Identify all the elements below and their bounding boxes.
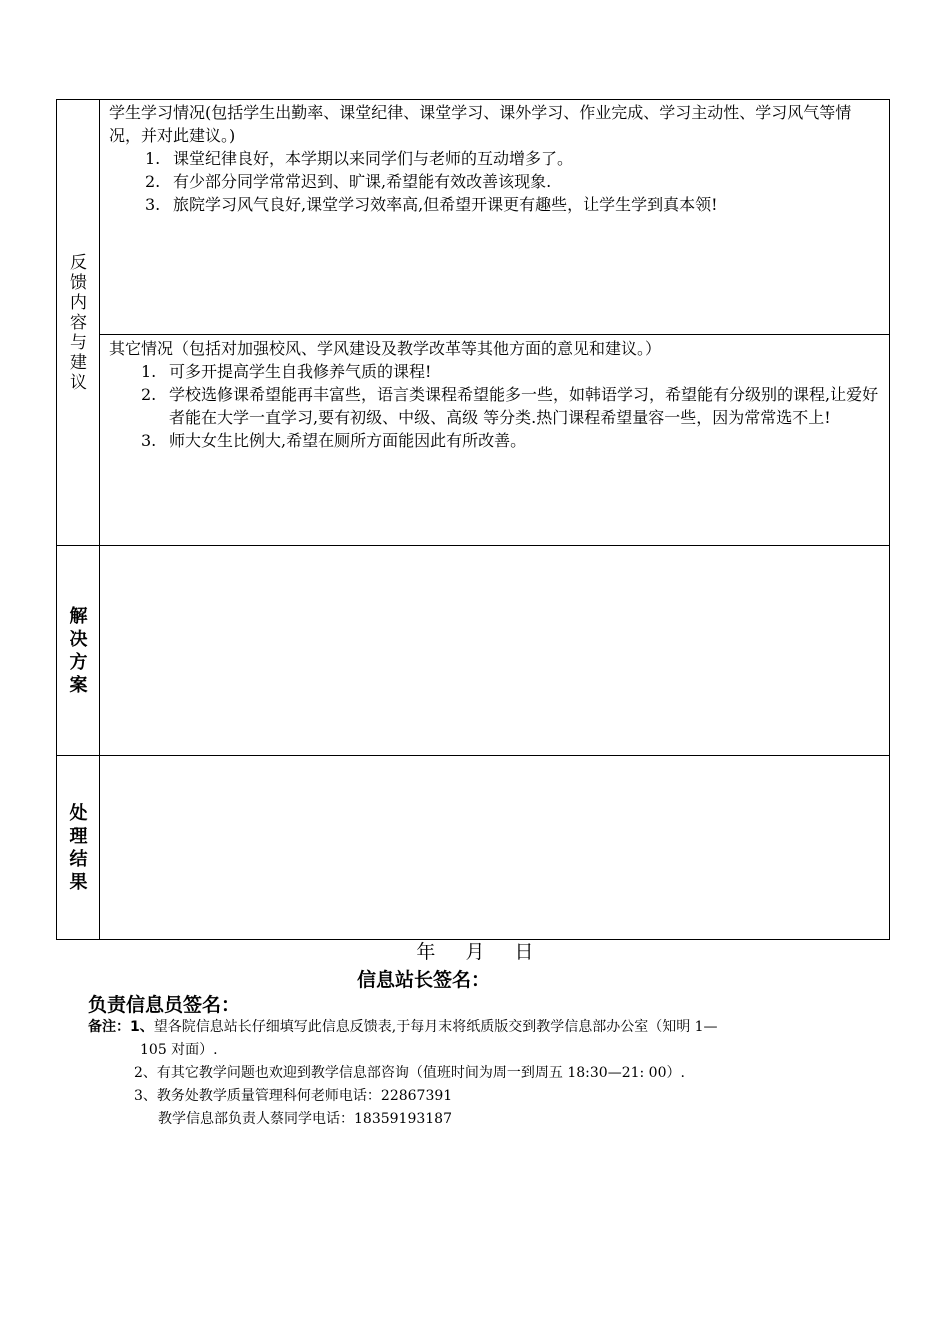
label-char: 内 xyxy=(70,292,87,313)
notes-label: 备注： xyxy=(88,1019,130,1035)
list-item xyxy=(145,193,881,216)
label-char: 解 xyxy=(69,605,88,627)
list-item xyxy=(141,429,881,452)
solution-field[interactable] xyxy=(100,546,889,755)
item-text: 师大女生比例大,希望在厕所方面能因此有所改善。 xyxy=(169,431,527,450)
station-head-signature: 信息站长签名： xyxy=(357,969,491,991)
date-month: 月 xyxy=(465,941,485,963)
note-text: 望各院信息站长仔细填写此信息反馈表,于每月末将纸质版交到教学信息部办公室（知明 1— xyxy=(153,1019,718,1035)
notes-block xyxy=(88,1016,848,1131)
note-text: 2、有其它教学问题也欢迎到教学信息部咨询（值班时间为周一到周五 18:30—21: 00）. xyxy=(134,1065,685,1081)
feedback-section-label xyxy=(57,100,100,545)
item-text: 课堂纪律良好，本学期以来同学们与老师的互动增多了。 xyxy=(173,149,574,168)
list-item xyxy=(141,383,881,429)
other-situation-intro: 其它情况（包括对加强校风、学风建设及教学改革等其他方面的意见和建议。） xyxy=(109,339,662,358)
study-situation-cell xyxy=(109,101,881,216)
item-number: 2. xyxy=(145,172,161,191)
label-char: 案 xyxy=(69,674,88,696)
label-char: 理 xyxy=(69,825,88,847)
item-text: 学校选修课希望能再丰富些，语言类课程希望能多一些，如韩语学习，希望能有分级别的课程,让爱好者能在大学一直学习,要有初级、中级、高级 等分类.热门课程希望量容一些，因为常常选不上! xyxy=(169,385,879,427)
list-item xyxy=(145,170,881,193)
item-number: 1. xyxy=(145,149,161,168)
item-text: 旅院学习风气良好,课堂学习效率高,但希望开课更有趣些，让学生学到真本领! xyxy=(173,195,718,214)
label-char: 反 xyxy=(70,252,87,273)
item-number: 3. xyxy=(145,195,161,214)
feedback-form-table xyxy=(56,99,890,940)
label-char: 建 xyxy=(70,352,87,373)
item-number: 1. xyxy=(141,362,157,381)
result-section-label xyxy=(57,756,100,939)
date-line xyxy=(0,940,950,964)
item-text: 有少部分同学常常迟到、旷课,希望能有效改善该现象. xyxy=(173,172,552,191)
study-situation-intro: 学生学习情况(包括学生出勤率、课堂纪律、课堂学习、课外学习、作业完成、学习主动性、学习风气等情况，并对此建议。) xyxy=(109,103,852,145)
other-situation-cell xyxy=(109,337,881,452)
note-text: 3、教务处教学质量管理科何老师电话：22867391 xyxy=(134,1088,453,1104)
list-item xyxy=(141,360,881,383)
date-day: 日 xyxy=(514,941,534,963)
note-text: 105 对面）. xyxy=(140,1042,218,1058)
label-char: 与 xyxy=(70,332,87,353)
label-char: 果 xyxy=(69,871,88,893)
label-char: 处 xyxy=(69,802,88,824)
item-text: 可多开提高学生自我修养气质的课程! xyxy=(169,362,432,381)
label-char: 方 xyxy=(69,651,88,673)
label-char: 馈 xyxy=(70,272,87,293)
label-char: 容 xyxy=(70,312,87,333)
label-char: 结 xyxy=(69,848,88,870)
item-number: 2. xyxy=(141,385,157,404)
label-char: 议 xyxy=(70,372,87,393)
label-char: 决 xyxy=(69,628,88,650)
row-divider xyxy=(99,334,889,335)
officer-signature: 负责信息员签名： xyxy=(88,994,241,1016)
note-number: 1、 xyxy=(130,1019,154,1035)
date-year: 年 xyxy=(416,941,436,963)
solution-section-label xyxy=(57,546,100,755)
list-item xyxy=(145,147,881,170)
item-number: 3. xyxy=(141,431,157,450)
result-field[interactable] xyxy=(100,756,889,939)
note-text: 教学信息部负责人蔡同学电话：18359193187 xyxy=(158,1111,452,1127)
